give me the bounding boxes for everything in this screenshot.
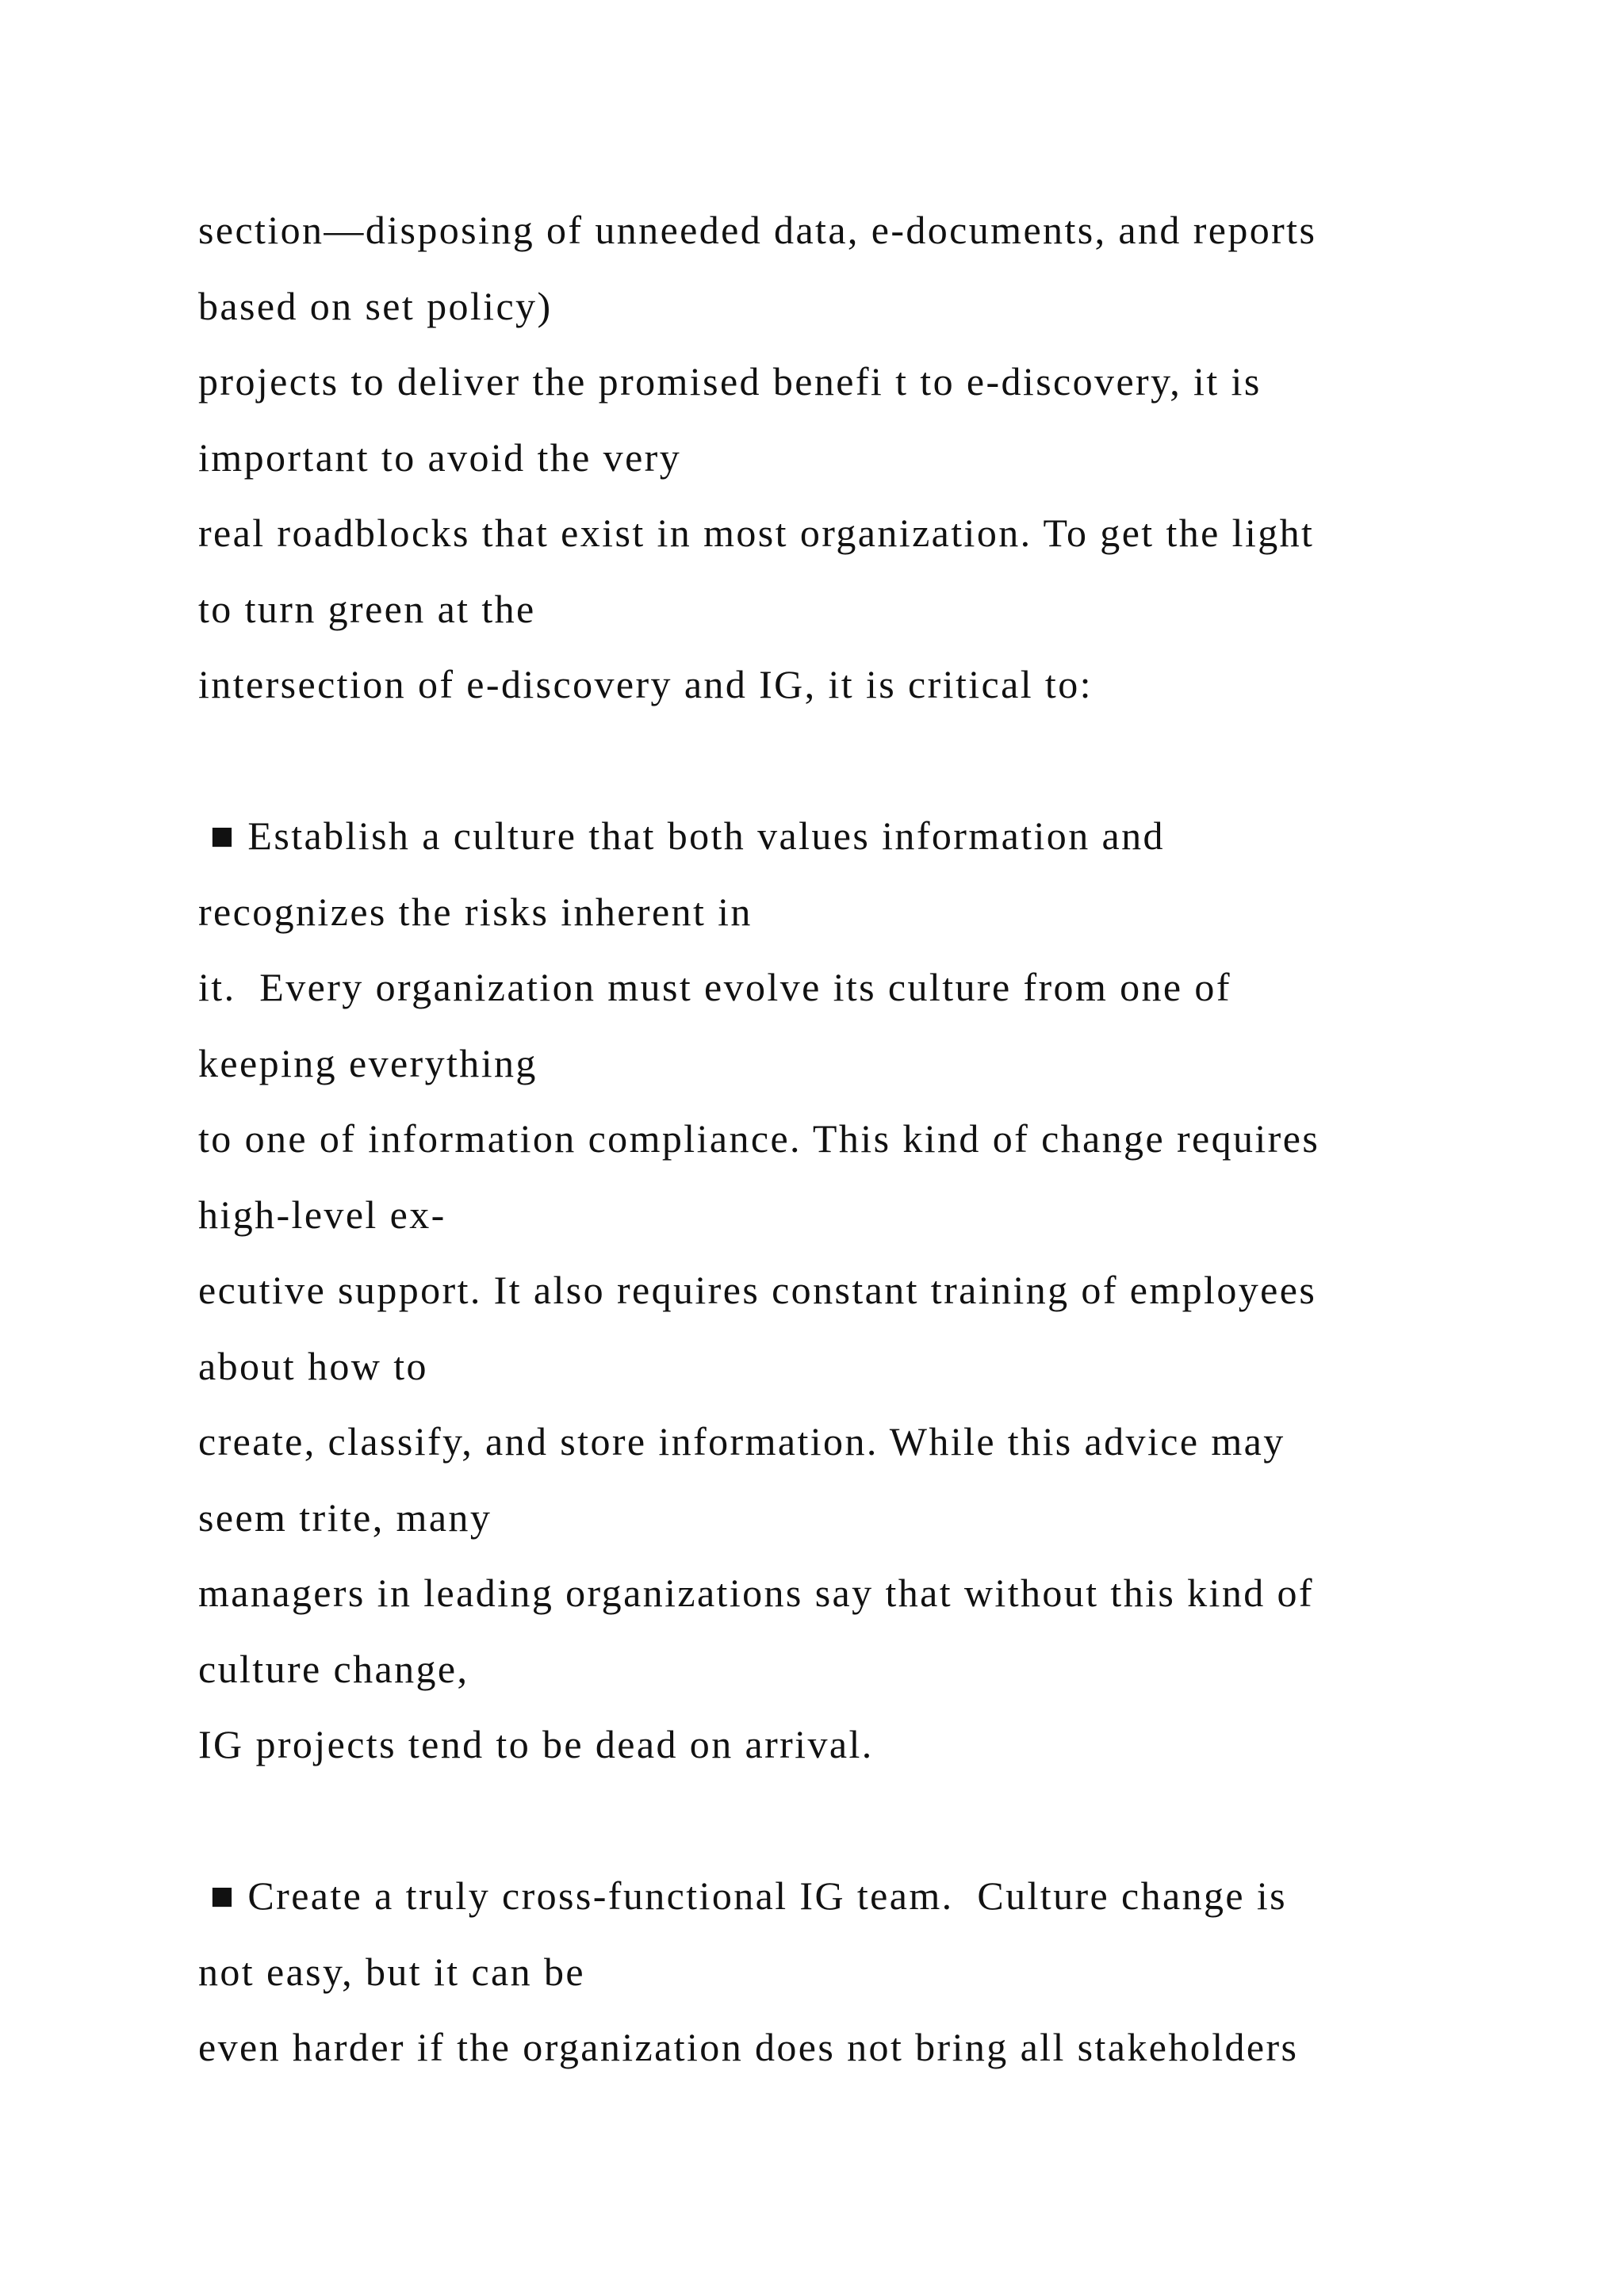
body-text	[198, 193, 1507, 2086]
paragraph-gap	[198, 723, 1507, 799]
bullet-line: ■ Create a truly cross-functional IG team. Culture change is	[198, 1873, 1288, 1918]
text-line: culture change,	[198, 1646, 469, 1691]
text-line: to turn green at the	[198, 586, 536, 631]
text-line: keeping everything	[198, 1040, 538, 1085]
text-line: section—disposing of unneeded data, e-documents, and reports	[198, 208, 1317, 252]
text-line: even harder if the organization does not bring all stakeholders	[198, 2025, 1299, 2069]
text-line: IG projects tend to be dead on arrival.	[198, 1722, 874, 1766]
text-line: intersection of e-discovery and IG, it is critical to:	[198, 662, 1093, 706]
text-line: about how to	[198, 1343, 428, 1388]
text-line: projects to deliver the promised benefi t to e-discovery, it is	[198, 359, 1262, 404]
text-line: to one of information compliance. This kind of change requires	[198, 1116, 1320, 1161]
text-line: not easy, but it can be	[198, 1949, 585, 1994]
text-line: managers in leading organizations say that without this kind of	[198, 1571, 1314, 1615]
text-line: high-level ex-	[198, 1192, 446, 1237]
text-line: create, classify, and store information. While this advice may	[198, 1419, 1285, 1464]
text-line: it. Every organization must evolve its culture from one of	[198, 965, 1231, 1009]
text-line: based on set policy)	[198, 283, 553, 328]
text-line: recognizes the risks inherent in	[198, 889, 753, 934]
paragraph-gap	[198, 1783, 1507, 1859]
text-line: real roadblocks that exist in most organization. To get the light	[198, 511, 1315, 555]
text-line: seem trite, many	[198, 1494, 492, 1540]
bullet-line: ■ Establish a culture that both values information and	[198, 813, 1165, 858]
text-line: ecutive support. It also requires constant training of employees	[198, 1268, 1317, 1312]
text-line: important to avoid the very	[198, 434, 682, 480]
